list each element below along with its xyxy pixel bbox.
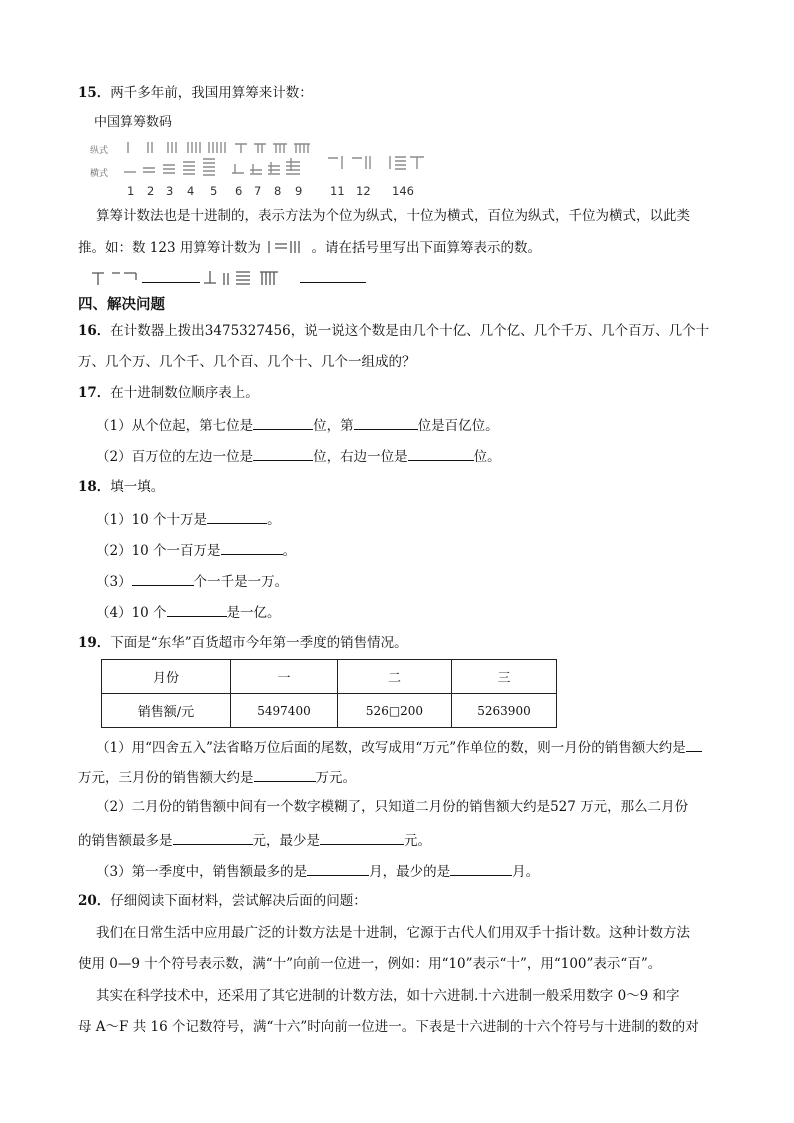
q20-para2-line2: 母 A～F 共 16 个记数符号，满“十六”时向前一位进一。下表是十六进制的十六个符号与十进制的数的对	[78, 1019, 699, 1035]
q17-stem	[78, 384, 259, 402]
rod-question-1-icon	[90, 270, 142, 286]
example-label-11: 11	[330, 184, 345, 198]
digit-label-3: 3	[166, 184, 174, 198]
q16-line2: 万、几个万、几个千、几个百、几个十、几个一组成的？	[78, 354, 416, 370]
q18-p1-blank[interactable]	[207, 509, 267, 524]
rod-vertical-4	[188, 142, 200, 153]
q20-text: 仔细阅读下面材料，尝试解决后面的问题：	[110, 893, 367, 909]
rod-horizontal-5	[203, 159, 215, 175]
q18-p3-blank[interactable]	[132, 571, 194, 586]
rod-horizontal-8	[268, 162, 280, 174]
q15-blank-1[interactable]	[142, 268, 200, 283]
q18-p2-text-a: （2）10 个一百万是	[96, 543, 221, 559]
table-row	[102, 694, 557, 728]
q19-p3-text-a: （3）第一季度中，销售额最多的是	[96, 864, 308, 880]
q18-p3-text-b: 个一千是一万。	[193, 574, 289, 590]
q18-p1-text-a: （1）10 个十万是	[96, 512, 208, 528]
table-cell: 销售额/元	[102, 694, 231, 728]
q15-line2-end: 。请在括号里写出下面算筹表示的数。	[311, 240, 541, 256]
q15-answer-line	[90, 268, 366, 288]
q19-p1-text-b: 万元，三月份的销售额大约是	[78, 770, 254, 786]
digit-label-1: 1	[127, 184, 135, 198]
q19-number: 19．	[78, 635, 111, 651]
q19-part1-line2	[78, 767, 356, 787]
q19-part2-line1: （2）二月份的销售额中间有一个数字模糊了，只知道二月份的销售额大约是527 万元，那么二月份	[96, 799, 689, 815]
q18-p1-text-b: 。	[267, 512, 281, 528]
q15-line2	[78, 239, 541, 257]
digit-label-8: 8	[274, 184, 282, 198]
rod-vertical-8	[273, 144, 287, 153]
rod-vertical-5	[209, 142, 225, 153]
q19-part2-line2	[78, 830, 431, 850]
q18-p2-text-b: 。	[282, 543, 297, 559]
rod-123-icon	[265, 240, 307, 254]
q18-part3	[96, 571, 288, 591]
rod-horizontal-2	[143, 168, 155, 172]
q15-line1: 算筹计数法也是十进制的，表示方法为个位为纵式，十位为横式，百位为纵式，千位为横式，以此类	[96, 208, 690, 224]
suanchou-figure	[90, 112, 430, 198]
q20-para1-line1: 我们在日常生活中应用最广泛的计数方法是十进制，它源于古代人们用双手十指计数。这种计数方法	[96, 925, 690, 941]
q18-p4-blank[interactable]	[167, 602, 227, 617]
q17-part2	[96, 446, 501, 466]
q17-p1-blank-1[interactable]	[253, 415, 313, 430]
q19-p3-text-c: 月。	[512, 864, 540, 880]
q19-part3	[96, 861, 539, 881]
q18-p4-text-a: （4）10 个	[96, 605, 167, 621]
table-cell: 三	[452, 660, 557, 694]
table-header-row	[102, 660, 557, 694]
rod-example-11	[328, 156, 342, 169]
q15-blank-2[interactable]	[300, 268, 366, 283]
rod-horizontal-6	[232, 164, 244, 173]
q19-part1-line1	[96, 737, 702, 757]
q17-p1-blank-2[interactable]	[354, 415, 418, 430]
rod-vertical-7	[254, 144, 266, 153]
q15-text: 两千多年前，我国用算筹来计数：	[110, 85, 313, 101]
example-label-146: 146	[392, 184, 414, 198]
q20-stem	[78, 892, 367, 910]
q18-p3-text-a: （3）	[96, 574, 132, 590]
digit-label-2: 2	[147, 184, 155, 198]
q16-text-1: 在计数器上拨出3475327456，说一说这个数是由几个十亿、几个亿、几个千万、几个百万、几个十	[110, 323, 710, 339]
section-title: 四、解决问题	[78, 297, 165, 313]
rod-vertical-2	[148, 142, 152, 153]
sales-table	[101, 659, 557, 728]
q19-p1-blank-2[interactable]	[254, 767, 316, 782]
table-cell: 二	[338, 660, 452, 694]
digit-label-9: 9	[295, 184, 303, 198]
q15-number: 15．	[78, 85, 111, 101]
q19-stem	[78, 634, 408, 652]
q17-p2-text-c: 位。	[473, 449, 501, 465]
q15-line2-start: 推。如：数 123 用算筹计数为	[78, 240, 261, 256]
q19-p2-blank-1[interactable]	[173, 830, 253, 845]
q17-p1-text-a: （1）从个位起，第七位是	[96, 418, 254, 434]
q19-p3-blank-1[interactable]	[307, 861, 369, 876]
q19-p1-text-c: 万元。	[315, 770, 356, 786]
q20-number: 20．	[78, 893, 111, 909]
rod-question-2-icon	[204, 270, 300, 286]
q16-line1	[78, 322, 709, 340]
q17-number: 17．	[78, 385, 111, 401]
q19-p2-blank-2[interactable]	[320, 830, 404, 845]
q17-p1-text-c: 位是百亿位。	[417, 418, 499, 434]
q20-para2-line1: 其实在科学技术中，还采用了其它进制的计数方法，如十六进制.十六进制一般采用数字 0～9 和字	[96, 988, 680, 1004]
q19-p1-text-a: （1）用“四舍五入”法省略万位后面的尾数，改写成用“万元”作单位的数，则一月份的销售额大约是	[96, 740, 686, 756]
q20-para1-line2: 使用 0—9 十个符号表示数，满“十”向前一位进一，例如：用“10”表示“十”，用“100”表示“百”。	[78, 956, 662, 972]
q16-number: 16．	[78, 323, 111, 339]
q17-part1	[96, 415, 499, 435]
rod-horizontal-9	[286, 158, 300, 174]
rod-vertical-9	[294, 144, 310, 153]
q19-p3-blank-2[interactable]	[450, 861, 512, 876]
figure-row-label-vertical: 纵式	[90, 146, 109, 156]
q17-p2-blank-1[interactable]	[253, 446, 313, 461]
q18-number: 18．	[78, 479, 111, 495]
q19-p3-text-b: 月，最少的是	[369, 864, 451, 880]
table-cell: 526□200	[338, 694, 452, 728]
digit-label-6: 6	[235, 184, 243, 198]
q18-p4-text-b: 是一亿。	[226, 605, 281, 621]
q18-part1	[96, 509, 281, 529]
q18-part4	[96, 602, 281, 622]
table-cell: 5263900	[452, 694, 557, 728]
q19-text: 下面是“东华”百货超市今年第一季度的销售情况。	[110, 635, 408, 651]
rod-horizontal-3	[163, 165, 175, 173]
q19-p2-text-b: 的销售额最多是	[78, 833, 173, 849]
q15-stem	[78, 84, 313, 102]
q17-p2-text-b: 位，右边一位是	[313, 449, 408, 465]
q19-p1-blank-1[interactable]	[686, 737, 702, 752]
rod-horizontal-4	[183, 162, 195, 174]
rod-example-12	[352, 156, 370, 169]
q19-p2-text-c: 元，最少是	[252, 833, 320, 849]
q17-p2-text-a: （2）百万位的左边一位是	[96, 449, 254, 465]
q18-part2	[96, 540, 296, 560]
q17-p1-text-b: 位，第	[313, 418, 354, 434]
rod-horizontal-7	[250, 164, 262, 174]
rod-vertical-6	[235, 144, 247, 153]
table-cell: 一	[231, 660, 338, 694]
table-cell: 月份	[102, 660, 231, 694]
table-cell: 5497400	[231, 694, 338, 728]
rod-example-146	[390, 156, 424, 169]
digit-label-4: 4	[187, 184, 195, 198]
q17-text: 在十进制数位顺序表上。	[110, 385, 259, 401]
q18-stem	[78, 478, 164, 496]
digit-label-5: 5	[210, 184, 218, 198]
figure-row-label-horizontal: 横式	[90, 169, 109, 179]
figure-title: 中国算筹数码	[94, 115, 173, 130]
q18-p2-blank[interactable]	[221, 540, 283, 555]
q17-p2-blank-2[interactable]	[408, 446, 474, 461]
digit-label-7: 7	[254, 184, 262, 198]
rod-vertical-3	[168, 142, 176, 153]
example-label-12: 12	[356, 184, 371, 198]
q19-p2-text-d: 元。	[404, 833, 431, 849]
q18-text: 填一填。	[110, 479, 165, 495]
